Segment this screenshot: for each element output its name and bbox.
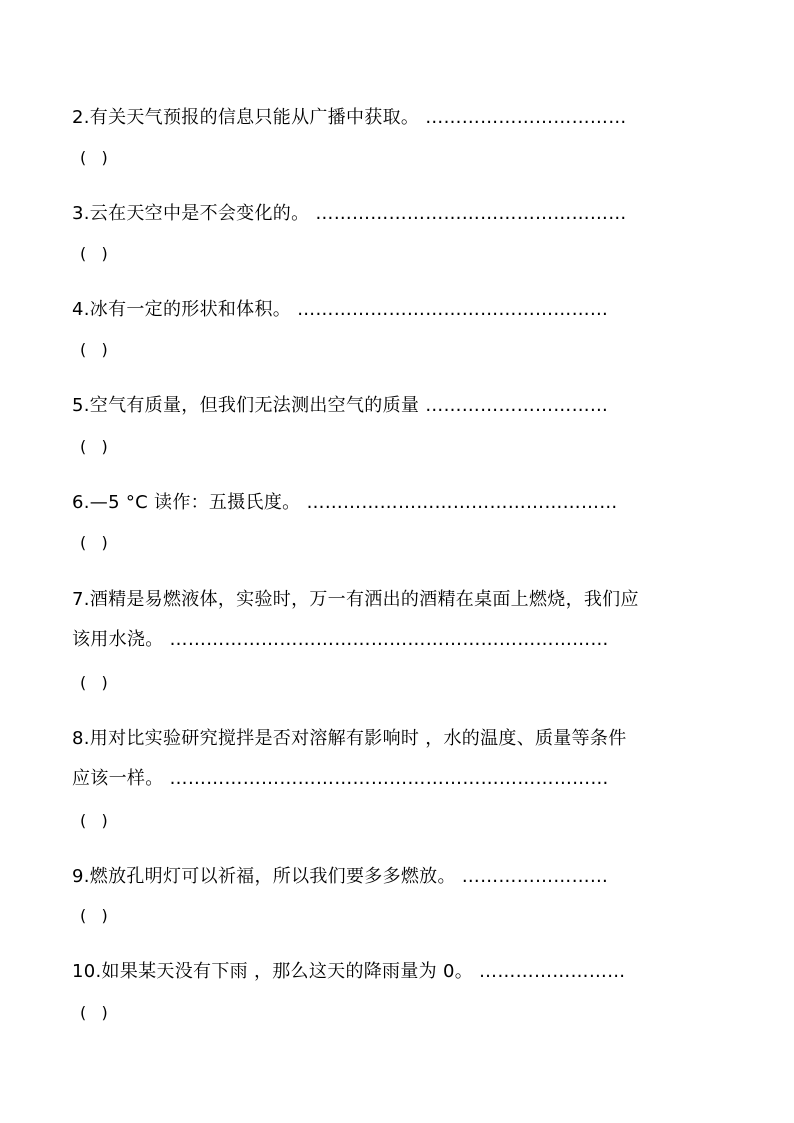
question-7-answer-blank[interactable]: ( ) <box>80 673 108 692</box>
question-8-text-line-2: 应该一样。 ……………………………………………………………… <box>72 768 609 789</box>
question-2-text: 2.有关天气预报的信息只能从广播中获取。 …………………………… <box>72 107 627 128</box>
question-4-text: 4.冰有一定的形状和体积。 …………………………………………… <box>72 299 609 320</box>
question-7-text-line-1: 7.酒精是易燃液体，实验时，万一有洒出的酒精在桌面上燃烧，我们应 <box>72 589 639 610</box>
question-6-answer-blank[interactable]: ( ) <box>80 533 108 552</box>
question-6-text: 6.—5 °C 读作：五摄氏度。 …………………………………………… <box>72 492 618 513</box>
question-10-text: 10.如果某天没有下雨 ，那么这天的降雨量为 0。 …………………… <box>72 961 626 982</box>
question-5-answer-blank[interactable]: ( ) <box>80 437 108 456</box>
question-7-text-line-2: 该用水浇。 ……………………………………………………………… <box>72 629 609 650</box>
question-3-answer-blank[interactable]: ( ) <box>80 244 108 263</box>
question-5-text: 5.空气有质量，但我们无法测出空气的质量 ………………………… <box>72 395 609 416</box>
question-10-answer-blank[interactable]: ( ) <box>80 1003 108 1022</box>
question-2-answer-blank[interactable]: ( ) <box>80 148 108 167</box>
question-8-answer-blank[interactable]: ( ) <box>80 811 108 830</box>
question-8-text-line-1: 8.用对比实验研究搅拌是否对溶解有影响时 ，水的温度、质量等条件 <box>72 728 627 749</box>
question-9-answer-blank[interactable]: ( ) <box>80 906 108 925</box>
question-3-text: 3.云在天空中是不会变化的。 …………………………………………… <box>72 203 627 224</box>
question-4-answer-blank[interactable]: ( ) <box>80 340 108 359</box>
question-9-text: 9.燃放孔明灯可以祈福，所以我们要多多燃放。 …………………… <box>72 866 609 887</box>
